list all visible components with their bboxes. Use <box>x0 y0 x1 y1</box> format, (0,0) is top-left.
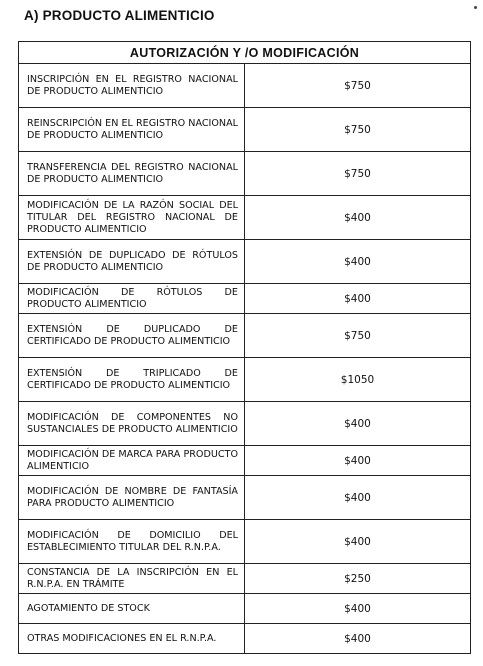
table-row <box>19 402 471 446</box>
fee-price: $250 <box>245 564 471 594</box>
fee-price: $750 <box>245 64 471 108</box>
fee-price: $400 <box>245 402 471 446</box>
fee-price: $750 <box>245 108 471 152</box>
table-row <box>19 476 471 520</box>
table-row <box>19 358 471 402</box>
fee-price: $750 <box>245 152 471 196</box>
table-row <box>19 446 471 476</box>
fee-description: MODIFICACIÓN DE RÓTULOS DE PRODUCTO ALIMENTICIO <box>19 284 245 314</box>
section-title: A) PRODUCTO ALIMENTICIO <box>24 8 215 23</box>
fee-description: REINSCRIPCIÓN EN EL REGISTRO NACIONAL DE PRODUCTO ALIMENTICIO <box>19 108 245 152</box>
table-row <box>19 284 471 314</box>
fee-description: EXTENSIÓN DE DUPLICADO DE CERTIFICADO DE PRODUCTO ALIMENTICIO <box>19 314 245 358</box>
fee-price: $400 <box>245 476 471 520</box>
fee-description: MODIFICACIÓN DE MARCA PARA PRODUCTO ALIMENTICIO <box>19 446 245 476</box>
fee-description: TRANSFERENCIA DEL REGISTRO NACIONAL DE PRODUCTO ALIMENTICIO <box>19 152 245 196</box>
table-row <box>19 564 471 594</box>
scan-dot <box>474 6 477 9</box>
fees-table <box>18 41 471 654</box>
fee-price: $400 <box>245 520 471 564</box>
table-row <box>19 624 471 654</box>
fee-price: $400 <box>245 196 471 240</box>
fee-description: AGOTAMIENTO DE STOCK <box>19 594 245 624</box>
fee-description: INSCRIPCIÓN EN EL REGISTRO NACIONAL DE PRODUCTO ALIMENTICIO <box>19 64 245 108</box>
table-row <box>19 594 471 624</box>
fee-description: MODIFICACIÓN DE DOMICILIO DEL ESTABLECIMIENTO TITULAR DEL R.N.P.A. <box>19 520 245 564</box>
fee-description: EXTENSIÓN DE TRIPLICADO DE CERTIFICADO DE PRODUCTO ALIMENTICIO <box>19 358 245 402</box>
table-row <box>19 108 471 152</box>
fee-price: $400 <box>245 284 471 314</box>
table-body <box>19 64 471 654</box>
fee-price: $400 <box>245 624 471 654</box>
fee-description: OTRAS MODIFICACIONES EN EL R.N.P.A. <box>19 624 245 654</box>
fee-description: EXTENSIÓN DE DUPLICADO DE RÓTULOS DE PRODUCTO ALIMENTICIO <box>19 240 245 284</box>
fee-price: $750 <box>245 314 471 358</box>
fee-price: $1050 <box>245 358 471 402</box>
table-row <box>19 520 471 564</box>
fee-description: CONSTANCIA DE LA INSCRIPCIÓN EN EL R.N.P.A. EN TRÁMITE <box>19 564 245 594</box>
fee-price: $400 <box>245 446 471 476</box>
table-row <box>19 314 471 358</box>
fee-description: MODIFICACIÓN DE COMPONENTES NO SUSTANCIALES DE PRODUCTO ALIMENTICIO <box>19 402 245 446</box>
fee-price: $400 <box>245 240 471 284</box>
fee-description: MODIFICACIÓN DE NOMBRE DE FANTASÍA PARA PRODUCTO ALIMENTICIO <box>19 476 245 520</box>
fee-description: MODIFICACIÓN DE LA RAZÓN SOCIAL DEL TITULAR DEL REGISTRO NACIONAL DE PRODUCTO ALIMENTICIO <box>19 196 245 240</box>
table-row <box>19 64 471 108</box>
table-header-row <box>19 42 471 64</box>
table-row <box>19 196 471 240</box>
fee-price: $400 <box>245 594 471 624</box>
table-header: AUTORIZACIÓN Y /O MODIFICACIÓN <box>19 42 471 64</box>
table-row <box>19 152 471 196</box>
table-row <box>19 240 471 284</box>
